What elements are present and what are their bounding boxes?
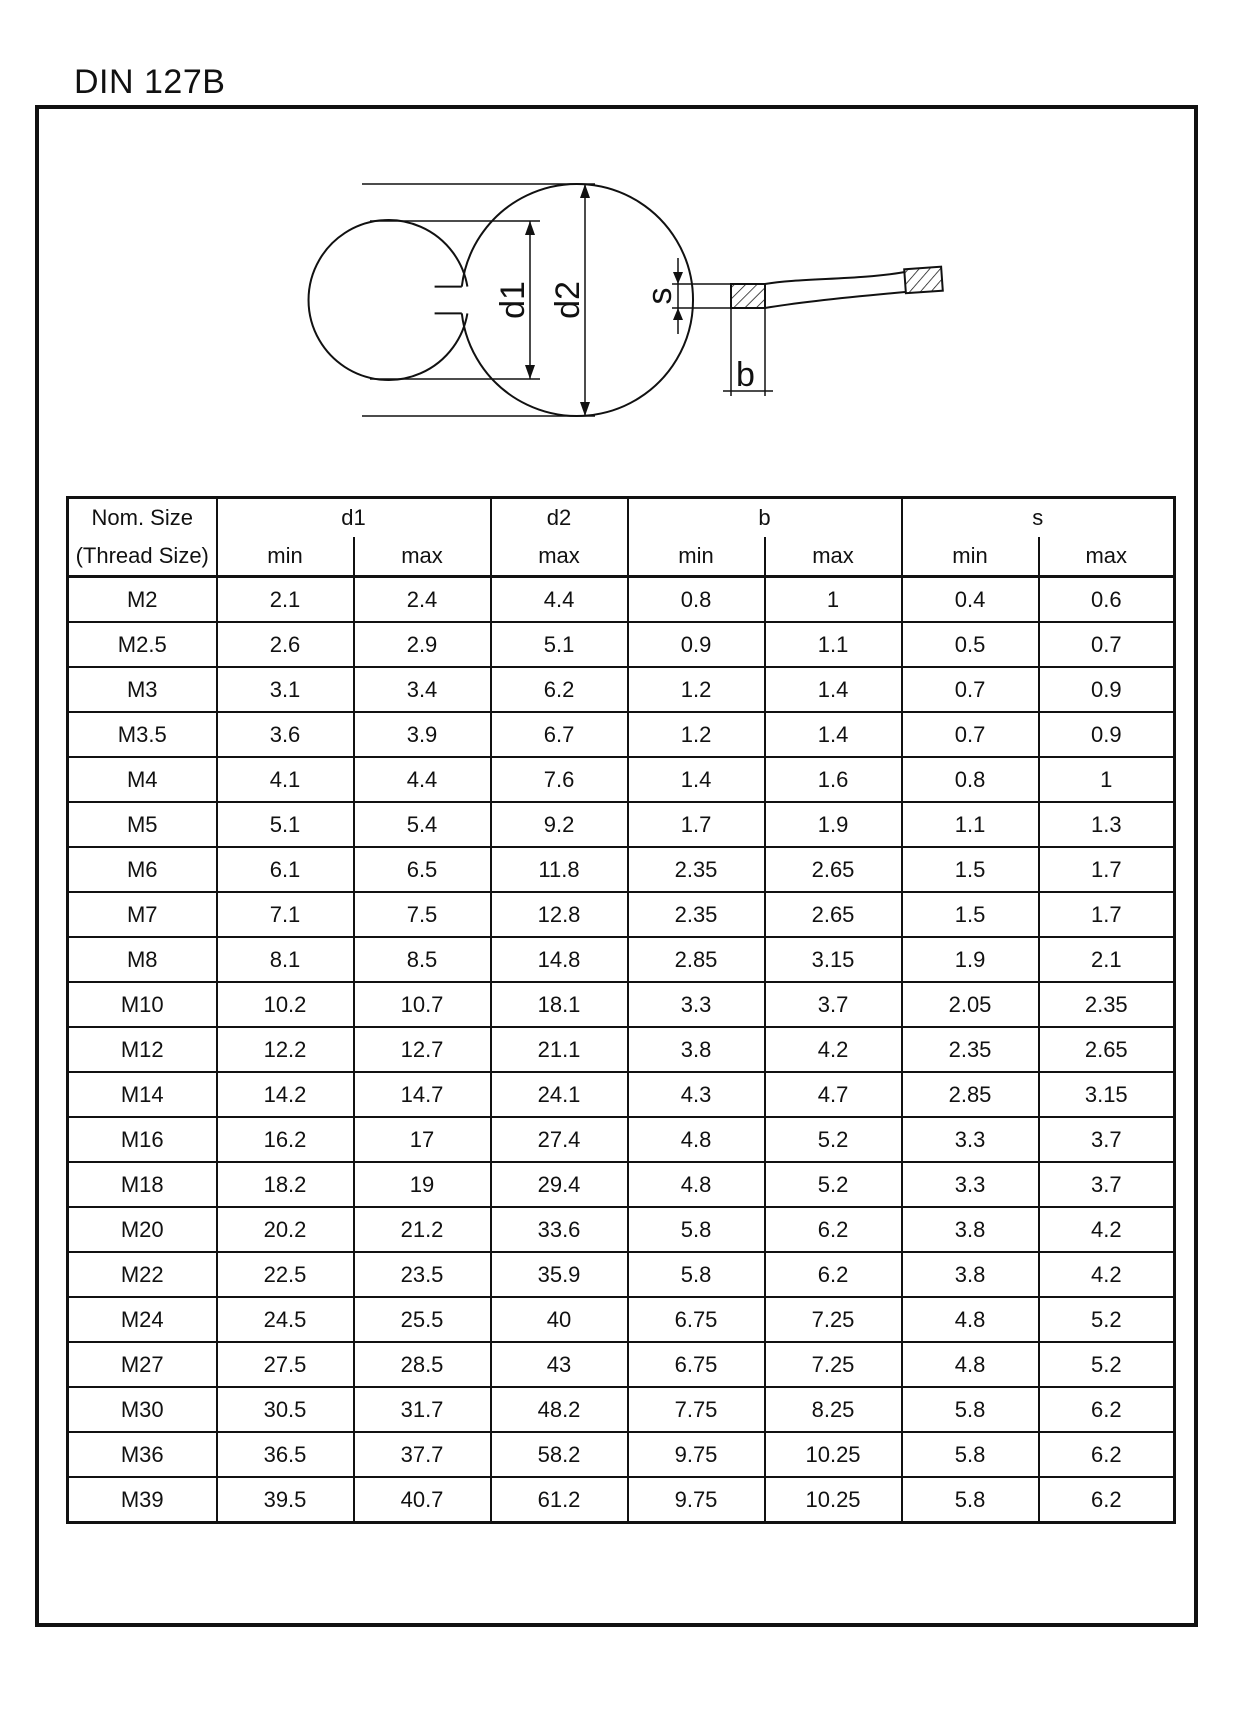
header-row-sub	[68, 537, 1175, 577]
cell-d2-max: 7.6	[491, 757, 628, 802]
cell-b-min: 1.4	[628, 757, 765, 802]
cell-d1-max: 19	[354, 1162, 491, 1207]
cell-b-max: 1	[765, 577, 902, 623]
cell-b-min: 1.7	[628, 802, 765, 847]
table-row	[68, 757, 1175, 802]
table-row	[68, 1432, 1175, 1477]
cell-s-max: 0.9	[1039, 712, 1175, 757]
cell-s-min: 0.4	[902, 577, 1039, 623]
cell-d2-max: 12.8	[491, 892, 628, 937]
cell-d2-max: 43	[491, 1342, 628, 1387]
header-d2-max: max	[491, 537, 628, 577]
cell-s-min: 1.5	[902, 847, 1039, 892]
cell-d1-max: 6.5	[354, 847, 491, 892]
table-row	[68, 1342, 1175, 1387]
cell-d1-max: 17	[354, 1117, 491, 1162]
cell-b-max: 5.2	[765, 1117, 902, 1162]
cell-s-max: 6.2	[1039, 1387, 1175, 1432]
cell-b-min: 0.8	[628, 577, 765, 623]
cell-s-min: 1.5	[902, 892, 1039, 937]
cell-d1-min: 16.2	[217, 1117, 354, 1162]
cell-s-max: 5.2	[1039, 1297, 1175, 1342]
cell-b-max: 4.2	[765, 1027, 902, 1072]
cell-nom-size: M7	[68, 892, 217, 937]
cell-b-max: 6.2	[765, 1252, 902, 1297]
cell-d1-min: 8.1	[217, 937, 354, 982]
cell-nom-size: M12	[68, 1027, 217, 1072]
section-right	[904, 267, 943, 294]
cell-d1-min: 7.1	[217, 892, 354, 937]
cell-d1-max: 4.4	[354, 757, 491, 802]
cell-s-min: 1.1	[902, 802, 1039, 847]
cell-d1-min: 27.5	[217, 1342, 354, 1387]
cell-d1-min: 2.1	[217, 577, 354, 623]
cell-s-min: 0.8	[902, 757, 1039, 802]
table-row	[68, 892, 1175, 937]
cell-s-max: 1.3	[1039, 802, 1175, 847]
header-d1-min: min	[217, 537, 354, 577]
cell-b-max: 1.4	[765, 667, 902, 712]
cell-s-min: 3.8	[902, 1207, 1039, 1252]
cell-s-min: 0.7	[902, 667, 1039, 712]
cell-s-min: 2.85	[902, 1072, 1039, 1117]
cell-d1-min: 39.5	[217, 1477, 354, 1523]
d1-label: d1	[494, 281, 532, 319]
cell-d1-min: 36.5	[217, 1432, 354, 1477]
cell-s-min: 4.8	[902, 1342, 1039, 1387]
d2-label: d2	[549, 281, 587, 319]
cell-b-min: 9.75	[628, 1477, 765, 1523]
cell-nom-size: M5	[68, 802, 217, 847]
cell-b-max: 6.2	[765, 1207, 902, 1252]
cell-b-max: 2.65	[765, 892, 902, 937]
cell-d1-max: 40.7	[354, 1477, 491, 1523]
cell-nom-size: M2.5	[68, 622, 217, 667]
cell-b-min: 9.75	[628, 1432, 765, 1477]
cell-nom-size: M4	[68, 757, 217, 802]
cell-s-min: 0.7	[902, 712, 1039, 757]
cell-s-min: 2.05	[902, 982, 1039, 1027]
table-row	[68, 1162, 1175, 1207]
cell-s-min: 4.8	[902, 1297, 1039, 1342]
cell-b-min: 0.9	[628, 622, 765, 667]
header-s-min: min	[902, 537, 1039, 577]
cell-nom-size: M6	[68, 847, 217, 892]
cell-s-max: 0.7	[1039, 622, 1175, 667]
cell-nom-size: M30	[68, 1387, 217, 1432]
table-row	[68, 712, 1175, 757]
header-d1: d1	[217, 498, 491, 538]
table-row	[68, 982, 1175, 1027]
cell-s-min: 1.9	[902, 937, 1039, 982]
cell-b-max: 1.9	[765, 802, 902, 847]
cell-b-min: 4.8	[628, 1162, 765, 1207]
table-row	[68, 1027, 1175, 1072]
cell-d1-min: 3.6	[217, 712, 354, 757]
cell-nom-size: M39	[68, 1477, 217, 1523]
table-row	[68, 847, 1175, 892]
cell-d1-min: 2.6	[217, 622, 354, 667]
table-row	[68, 1117, 1175, 1162]
cell-d1-min: 3.1	[217, 667, 354, 712]
cell-s-min: 3.8	[902, 1252, 1039, 1297]
b-label: b	[736, 356, 755, 394]
cell-s-min: 3.3	[902, 1162, 1039, 1207]
cell-b-max: 2.65	[765, 847, 902, 892]
cell-b-max: 3.7	[765, 982, 902, 1027]
cell-nom-size: M24	[68, 1297, 217, 1342]
cell-d1-min: 12.2	[217, 1027, 354, 1072]
table-row	[68, 1387, 1175, 1432]
cell-d1-min: 24.5	[217, 1297, 354, 1342]
cell-d1-max: 37.7	[354, 1432, 491, 1477]
cell-s-max: 2.65	[1039, 1027, 1175, 1072]
cell-d1-max: 25.5	[354, 1297, 491, 1342]
cell-s-min: 3.3	[902, 1117, 1039, 1162]
table-row	[68, 937, 1175, 982]
cell-d1-max: 3.4	[354, 667, 491, 712]
cell-s-min: 5.8	[902, 1387, 1039, 1432]
cell-s-max: 6.2	[1039, 1432, 1175, 1477]
cell-b-max: 10.25	[765, 1432, 902, 1477]
cell-d2-max: 4.4	[491, 577, 628, 623]
cell-d1-max: 28.5	[354, 1342, 491, 1387]
cell-d2-max: 58.2	[491, 1432, 628, 1477]
cell-s-max: 4.2	[1039, 1252, 1175, 1297]
header-b: b	[628, 498, 902, 538]
header-s: s	[902, 498, 1175, 538]
header-row-group	[68, 498, 1175, 538]
header-s-max: max	[1039, 537, 1175, 577]
cell-nom-size: M27	[68, 1342, 217, 1387]
cell-d1-min: 18.2	[217, 1162, 354, 1207]
cell-d2-max: 6.2	[491, 667, 628, 712]
cell-b-min: 5.8	[628, 1252, 765, 1297]
cell-d1-min: 4.1	[217, 757, 354, 802]
cell-s-min: 5.8	[902, 1477, 1039, 1523]
cell-nom-size: M18	[68, 1162, 217, 1207]
table-row	[68, 1477, 1175, 1523]
cell-b-max: 1.1	[765, 622, 902, 667]
cell-nom-size: M2	[68, 577, 217, 623]
cell-b-min: 7.75	[628, 1387, 765, 1432]
cell-b-min: 1.2	[628, 712, 765, 757]
cell-d1-max: 5.4	[354, 802, 491, 847]
cell-b-max: 8.25	[765, 1387, 902, 1432]
header-thread-size: (Thread Size)	[68, 537, 217, 577]
document-title: DIN 127B	[74, 63, 226, 101]
cell-s-max: 1.7	[1039, 847, 1175, 892]
cell-nom-size: M14	[68, 1072, 217, 1117]
cell-b-min: 4.3	[628, 1072, 765, 1117]
cell-s-min: 2.35	[902, 1027, 1039, 1072]
cell-b-max: 10.25	[765, 1477, 902, 1523]
cell-d1-max: 31.7	[354, 1387, 491, 1432]
cell-b-max: 1.4	[765, 712, 902, 757]
section-left	[731, 284, 765, 308]
cell-b-max: 1.6	[765, 757, 902, 802]
table-row	[68, 1297, 1175, 1342]
cell-d2-max: 5.1	[491, 622, 628, 667]
cell-s-max: 6.2	[1039, 1477, 1175, 1523]
cell-b-max: 7.25	[765, 1342, 902, 1387]
cell-d2-max: 40	[491, 1297, 628, 1342]
cell-d1-min: 6.1	[217, 847, 354, 892]
cell-b-max: 4.7	[765, 1072, 902, 1117]
cell-nom-size: M3.5	[68, 712, 217, 757]
cell-d2-max: 11.8	[491, 847, 628, 892]
cell-b-min: 2.85	[628, 937, 765, 982]
cell-d1-max: 7.5	[354, 892, 491, 937]
table-row	[68, 1072, 1175, 1117]
table-row	[68, 577, 1175, 623]
cell-d1-min: 20.2	[217, 1207, 354, 1252]
cell-s-max: 0.9	[1039, 667, 1175, 712]
cell-nom-size: M8	[68, 937, 217, 982]
cell-b-min: 3.8	[628, 1027, 765, 1072]
cell-s-max: 0.6	[1039, 577, 1175, 623]
cell-s-max: 3.7	[1039, 1162, 1175, 1207]
cell-d1-max: 12.7	[354, 1027, 491, 1072]
cell-d2-max: 24.1	[491, 1072, 628, 1117]
cell-d2-max: 35.9	[491, 1252, 628, 1297]
cell-d2-max: 48.2	[491, 1387, 628, 1432]
cell-d2-max: 27.4	[491, 1117, 628, 1162]
table-body	[68, 577, 1175, 1523]
cell-b-max: 3.15	[765, 937, 902, 982]
cell-s-max: 3.15	[1039, 1072, 1175, 1117]
washer-technical-drawing	[0, 0, 1241, 500]
cell-d1-min: 22.5	[217, 1252, 354, 1297]
header-b-max: max	[765, 537, 902, 577]
cell-b-min: 5.8	[628, 1207, 765, 1252]
cell-d2-max: 14.8	[491, 937, 628, 982]
cell-d1-max: 14.7	[354, 1072, 491, 1117]
cell-b-max: 5.2	[765, 1162, 902, 1207]
cell-d2-max: 21.1	[491, 1027, 628, 1072]
table-row	[68, 1207, 1175, 1252]
table-row	[68, 802, 1175, 847]
cell-d1-min: 5.1	[217, 802, 354, 847]
table-row	[68, 622, 1175, 667]
cell-d2-max: 6.7	[491, 712, 628, 757]
s-label: s	[641, 287, 679, 305]
cell-b-min: 2.35	[628, 892, 765, 937]
header-b-min: min	[628, 537, 765, 577]
cell-b-min: 6.75	[628, 1342, 765, 1387]
cell-d1-min: 10.2	[217, 982, 354, 1027]
cell-d1-min: 30.5	[217, 1387, 354, 1432]
header-d2: d2	[491, 498, 628, 538]
cell-d1-max: 8.5	[354, 937, 491, 982]
cell-d2-max: 33.6	[491, 1207, 628, 1252]
cell-s-min: 5.8	[902, 1432, 1039, 1477]
cell-s-max: 5.2	[1039, 1342, 1175, 1387]
cell-d2-max: 9.2	[491, 802, 628, 847]
washer-inner-ring	[309, 220, 468, 380]
cell-s-max: 1.7	[1039, 892, 1175, 937]
cell-d2-max: 61.2	[491, 1477, 628, 1523]
cell-d1-min: 14.2	[217, 1072, 354, 1117]
cell-nom-size: M36	[68, 1432, 217, 1477]
header-d1-max: max	[354, 537, 491, 577]
cell-nom-size: M16	[68, 1117, 217, 1162]
cell-b-min: 6.75	[628, 1297, 765, 1342]
header-nom-size: Nom. Size	[68, 498, 217, 538]
cell-d1-max: 23.5	[354, 1252, 491, 1297]
cell-nom-size: M3	[68, 667, 217, 712]
cell-d1-max: 10.7	[354, 982, 491, 1027]
cell-d1-max: 21.2	[354, 1207, 491, 1252]
cell-s-max: 2.35	[1039, 982, 1175, 1027]
dimension-table	[66, 496, 1176, 1524]
cell-d2-max: 18.1	[491, 982, 628, 1027]
table-row	[68, 1252, 1175, 1297]
cell-s-max: 3.7	[1039, 1117, 1175, 1162]
cell-d1-max: 3.9	[354, 712, 491, 757]
cell-nom-size: M10	[68, 982, 217, 1027]
cell-nom-size: M22	[68, 1252, 217, 1297]
cell-b-min: 4.8	[628, 1117, 765, 1162]
table-row	[68, 667, 1175, 712]
cell-s-max: 4.2	[1039, 1207, 1175, 1252]
cell-b-min: 3.3	[628, 982, 765, 1027]
cell-nom-size: M20	[68, 1207, 217, 1252]
cell-s-min: 0.5	[902, 622, 1039, 667]
cell-s-max: 1	[1039, 757, 1175, 802]
cell-d1-max: 2.4	[354, 577, 491, 623]
cell-b-max: 7.25	[765, 1297, 902, 1342]
cell-d1-max: 2.9	[354, 622, 491, 667]
washer-profile-body	[765, 272, 905, 308]
cell-b-min: 1.2	[628, 667, 765, 712]
cell-s-max: 2.1	[1039, 937, 1175, 982]
cell-d2-max: 29.4	[491, 1162, 628, 1207]
cell-b-min: 2.35	[628, 847, 765, 892]
